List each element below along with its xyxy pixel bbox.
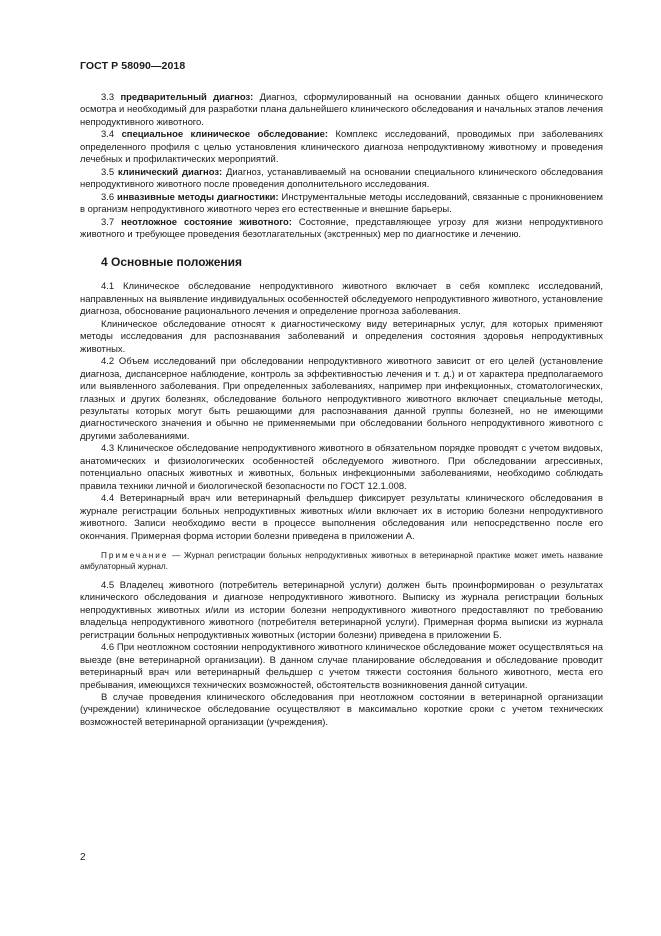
note-paragraph	[80, 550, 603, 572]
body-paragraph: 4.6 При неотложном состоянии непродуктивного животного клиническое обследование может осуществляться на выезде (вне ветеринарной организации). В данном случае планирование обследования и обследование проводит ветеринарный врач или ветеринарный фельдшер с учетом тяжести состояния больного животного, места его пребывания, имеющихся технических возможностей, обстоятельств возникновения данной ситуации.	[80, 642, 603, 691]
definition-text: Диагноз, сформулированный на основании данных общего клинического осмотра и необходимый для разработки плана дальнейшего клинического обследования и начальных этапов лечения непродуктивного животного.	[80, 92, 603, 128]
definition-3-4	[80, 129, 603, 166]
definition-text: Диагноз, устанавливаемый на основании специального клинического обследования непродуктивного животного после проведения дополнительного исследования.	[80, 166, 603, 191]
definition-number: 3.4	[101, 129, 115, 141]
definition-3-6	[80, 192, 603, 217]
definition-text: Состояние, представляющее угрозу для жизни непродуктивного животного и требующее проведения безотлагательных (экстренных) мер по диагностике и лечению.	[80, 216, 604, 240]
body-paragraph: Клиническое обследование относят к диагностическому виду ветеринарных услуг, для которых применяют методы исследования для распознавания заболеваний и определения состояния здоровья непродуктивных животных.	[80, 318, 603, 355]
standard-header: ГОСТ Р 58090—2018	[80, 60, 186, 72]
definitions-block	[80, 92, 603, 241]
body-paragraph: 4.5 Владелец животного (потребитель ветеринарной услуги) должен быть проинформирован о результатах клинического обследования и диагнозе непродуктивного животного. Выписку из журнала регистрации больных непродуктивных животных и/или из истории болезни непродуктивного животного предоставляют по требованию владельца непродуктивного животного (потребителя ветеринарной услуги). Примерная форма выписки из журнала регистрации больных непродуктивных животных (истории болезни) приведена в приложении Б.	[80, 579, 603, 641]
definition-3-7	[80, 217, 603, 242]
body-paragraph: 4.2 Объем исследований при обследовании непродуктивного животного зависит от его целей (установление диагноза, диспансерное наблюдение, контроль за эффективностью лечения и т. д.) и от характера предполагаемого или выявленного заболевания. При определенных заболеваниях, например при инфекционных, стоматологических, глазных и других болезнях, обследование больного непродуктивного животного включает специальные методы, результаты которых могут быть решающими для распознавания данной группы болезней, но не имеющими диагностического значения и обычно не применяемыми при обследовании больного непродуктивного животного с другими заболеваниями.	[80, 356, 603, 442]
definition-number: 3.6	[101, 191, 115, 203]
page-number: 2	[80, 852, 86, 863]
definition-term: неотложное состояние животного:	[121, 216, 292, 228]
definition-term: специальное клиническое обследование:	[121, 129, 329, 141]
definition-term: инвазивные методы диагностики:	[117, 191, 279, 203]
definition-number: 3.7	[101, 216, 115, 228]
definition-text: Инструментальные методы исследований, связанные с проникновением в организм непродуктивного животного через его естественные и внешние барьеры.	[80, 191, 603, 216]
section-paragraphs-b	[80, 580, 603, 729]
section-paragraphs-a	[80, 281, 603, 543]
definition-term: предварительный диагноз:	[120, 92, 254, 103]
note-text: — Журнал регистрации больных непродуктивных животных в ветеринарной практике может иметь название амбулаторный журнал.	[80, 550, 603, 571]
body-paragraph: 4.1 Клиническое обследование непродуктивного животного включает в себя комплекс исследований, направленных на выявление индивидуальных особенностей обследуемого непродуктивного животного, установление диагноза, обоснование рационального лечения и определение прогноза заболевания.	[80, 281, 603, 318]
definition-text: Комплекс исследований, проводимых при заболеваниях определенного профиля с целью установления клинического диагноза непродуктивному животному и проведения лечебных и профилактических мероприятий.	[80, 129, 603, 166]
body-paragraph: 4.4 Ветеринарный врач или ветеринарный фельдшер фиксирует результаты клинического обследования в журнале регистрации больных непродуктивных животных и/или включает их в историю болезни непродуктивного животного. Записи необходимо вести в процессе выполнения обследования или непосредственно после его окончания. Примерная форма истории болезни приведена в приложении А.	[80, 493, 603, 542]
note-label: Примечание	[101, 550, 169, 560]
definition-term: клинический диагноз:	[117, 166, 223, 178]
definition-number: 3.3	[101, 92, 115, 103]
body-paragraph: В случае проведения клинического обследования при неотложном состоянии в ветеринарной организации (учреждении) клиническое обследование осуществляют в максимально короткие сроки с учетом технических возможностей ветеринарной организации (учреждения).	[80, 692, 603, 728]
body-paragraph: 4.3 Клиническое обследование непродуктивного животного в обязательном порядке проводят с учетом видовых, анатомических и физиологических особенностей обследуемого животного. При обследовании агрессивных, потенциально опасных животных и животных, больных инфекционными заболеваниями, необходимо соблюдать правила техники личной и биологической безопасности по ГОСТ 12.1.008.	[80, 443, 603, 492]
section-title: 4 Основные положения	[101, 255, 243, 270]
definition-number: 3.5	[101, 166, 115, 178]
page-content	[80, 92, 603, 729]
definition-3-3	[80, 92, 603, 129]
definition-3-5	[80, 167, 603, 192]
